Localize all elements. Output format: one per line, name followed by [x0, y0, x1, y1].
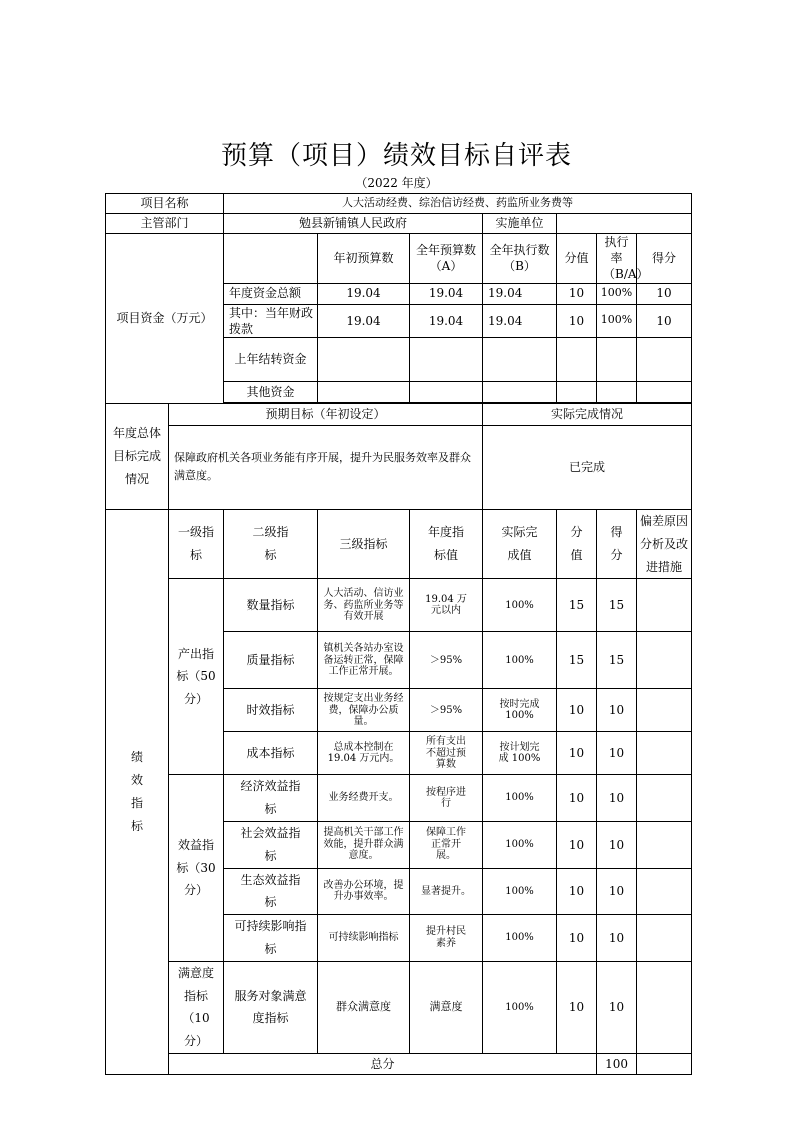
perf-level3: 改善办公环境，提升办事效率。 — [318, 868, 410, 915]
perf-target: 19.04 万元以内 — [410, 579, 483, 632]
funds-header-2: 全年执行数（B） — [483, 234, 557, 284]
project-name-value: 人大活动经费、综治信访经费、药监所业务费等 — [224, 194, 692, 214]
funds-row-label: 其中：当年财政拨款 — [224, 304, 318, 337]
funds-cell: 19.04 — [410, 283, 483, 304]
funds-cell — [557, 381, 597, 402]
perf-actual: 按计划完成 100% — [483, 732, 557, 775]
perf-level1: 产出指标（50分） — [169, 579, 224, 775]
funds-cell: 10 — [637, 283, 692, 304]
perf-level3: 总成本控制在 19.04 万元内。 — [318, 732, 410, 775]
funds-cell: 19.04 — [483, 304, 557, 337]
perf-got: 15 — [597, 579, 637, 632]
funds-cell — [597, 381, 637, 402]
funds-cell: 19.04 — [410, 304, 483, 337]
total-got — [637, 1053, 692, 1074]
perf-actual: 按时完成 100% — [483, 689, 557, 732]
perf-target: ＞95% — [410, 632, 483, 689]
perf-got: 10 — [597, 732, 637, 775]
funds-cell — [557, 337, 597, 381]
perf-level3: 按规定支出业务经费，保障办公质量。 — [318, 689, 410, 732]
perf-note — [637, 821, 692, 868]
dept-label: 主管部门 — [106, 214, 224, 234]
perf-target: 所有支出不超过预算数 — [410, 732, 483, 775]
funds-header-4: 执行率（B/A） — [597, 234, 637, 284]
perf-level2: 生态效益指标 — [224, 868, 318, 915]
funds-cell: 10 — [637, 304, 692, 337]
perf-score: 15 — [557, 632, 597, 689]
perf-level2: 可持续影响指标 — [224, 915, 318, 962]
perf-header: 偏差原因分析及改进措施 — [637, 509, 692, 578]
perf-got: 10 — [597, 821, 637, 868]
perf-target: 保障工作正常开展。 — [410, 821, 483, 868]
perf-level2: 成本指标 — [224, 732, 318, 775]
funds-cell — [597, 337, 637, 381]
goals-label: 年度总体目标完成情况 — [106, 403, 169, 509]
goals-expected-text: 保障政府机关各项业务能有序开展，提升为民服务效率及群众满意度。 — [169, 425, 483, 509]
funds-row-label: 其他资金 — [224, 381, 318, 402]
perf-note — [637, 632, 692, 689]
funds-row-label: 上年结转资金 — [224, 337, 318, 381]
perf-level3: 镇机关各站办室设备运转正常，保障工作正常开展。 — [318, 632, 410, 689]
project-name-label: 项目名称 — [106, 194, 224, 214]
perf-level3: 人大活动、信访业务、药监所业务等有效开展 — [318, 579, 410, 632]
funds-cell: 19.04 — [318, 283, 410, 304]
perf-level3: 可持续影响指标 — [318, 915, 410, 962]
goals-actual-text: 已完成 — [483, 425, 692, 509]
perf-score: 10 — [557, 821, 597, 868]
perf-label: 绩效指标 — [106, 509, 169, 1074]
perf-row — [106, 775, 692, 822]
funds-cell: 19.04 — [318, 304, 410, 337]
funds-header-3: 分值 — [557, 234, 597, 284]
total-row — [106, 1053, 692, 1074]
funds-header-blank — [224, 234, 318, 284]
perf-level2: 质量指标 — [224, 632, 318, 689]
total-score: 100 — [597, 1053, 637, 1074]
perf-note — [637, 868, 692, 915]
perf-note — [637, 775, 692, 822]
goals-actual-header: 实际完成情况 — [483, 403, 692, 425]
evaluation-table — [105, 193, 692, 1075]
perf-note — [637, 689, 692, 732]
perf-score: 10 — [557, 689, 597, 732]
goals-expected-header: 预期目标（年初设定） — [169, 403, 483, 425]
unit-value — [557, 214, 692, 234]
perf-note — [637, 732, 692, 775]
perf-level2: 社会效益指标 — [224, 821, 318, 868]
perf-level2: 经济效益指标 — [224, 775, 318, 822]
perf-target: 提升村民素养 — [410, 915, 483, 962]
perf-header: 一级指标 — [169, 509, 224, 578]
perf-score: 10 — [557, 868, 597, 915]
perf-header: 分值 — [557, 509, 597, 578]
total-label: 总分 — [169, 1053, 597, 1074]
perf-row — [106, 961, 692, 1053]
funds-cell — [483, 337, 557, 381]
perf-note — [637, 579, 692, 632]
perf-actual: 100% — [483, 821, 557, 868]
perf-got: 10 — [597, 915, 637, 962]
perf-note — [637, 961, 692, 1053]
perf-actual: 100% — [483, 915, 557, 962]
perf-actual: 100% — [483, 579, 557, 632]
funds-header-0: 年初预算数 — [318, 234, 410, 284]
perf-level2: 服务对象满意度指标 — [224, 961, 318, 1053]
funds-header-5: 得分 — [637, 234, 692, 284]
funds-cell — [410, 381, 483, 402]
perf-score: 10 — [557, 915, 597, 962]
funds-row-label: 年度资金总额 — [224, 283, 318, 304]
perf-level1: 满意度指标（10分） — [169, 961, 224, 1053]
perf-score: 15 — [557, 579, 597, 632]
perf-got: 15 — [597, 632, 637, 689]
funds-label: 项目资金（万元） — [106, 234, 224, 404]
dept-value: 勉县新铺镇人民政府 — [224, 214, 483, 234]
perf-header-row — [106, 509, 692, 578]
perf-row — [106, 579, 692, 632]
funds-header-row — [106, 234, 692, 284]
perf-header: 二级指标 — [224, 509, 318, 578]
page-title: 预算（项目）绩效目标自评表 — [220, 141, 572, 171]
funds-cell — [637, 337, 692, 381]
unit-label: 实施单位 — [483, 214, 557, 234]
perf-score: 10 — [557, 775, 597, 822]
perf-got: 10 — [597, 868, 637, 915]
perf-level1: 效益指标（30分） — [169, 775, 224, 961]
perf-actual: 100% — [483, 868, 557, 915]
goals-content-row — [106, 425, 692, 509]
funds-cell — [410, 337, 483, 381]
perf-header: 三级指标 — [318, 509, 410, 578]
perf-score: 10 — [557, 732, 597, 775]
perf-note — [637, 915, 692, 962]
perf-got: 10 — [597, 961, 637, 1053]
year-label: （2022 年度） — [355, 176, 438, 190]
perf-level2: 数量指标 — [224, 579, 318, 632]
perf-actual: 100% — [483, 961, 557, 1053]
perf-target: ＞95% — [410, 689, 483, 732]
funds-cell: 100% — [597, 304, 637, 337]
project-name-row — [106, 194, 692, 214]
perf-got: 10 — [597, 689, 637, 732]
funds-cell: 19.04 — [483, 283, 557, 304]
perf-target: 按程序进行 — [410, 775, 483, 822]
perf-level3: 业务经费开支。 — [318, 775, 410, 822]
perf-score: 10 — [557, 961, 597, 1053]
funds-cell — [318, 381, 410, 402]
funds-header-1: 全年预算数（A） — [410, 234, 483, 284]
perf-level2: 时效指标 — [224, 689, 318, 732]
perf-header: 实际完成值 — [483, 509, 557, 578]
funds-cell — [637, 381, 692, 402]
perf-actual: 100% — [483, 632, 557, 689]
perf-target: 满意度 — [410, 961, 483, 1053]
funds-cell: 10 — [557, 283, 597, 304]
perf-header: 年度指标值 — [410, 509, 483, 578]
funds-cell — [318, 337, 410, 381]
funds-cell — [483, 381, 557, 402]
goals-header-row — [106, 403, 692, 425]
funds-cell: 10 — [557, 304, 597, 337]
perf-level3: 提高机关干部工作效能，提升群众满意度。 — [318, 821, 410, 868]
perf-header: 得分 — [597, 509, 637, 578]
dept-row — [106, 214, 692, 234]
funds-cell: 100% — [597, 283, 637, 304]
perf-level3: 群众满意度 — [318, 961, 410, 1053]
perf-target: 显著提升。 — [410, 868, 483, 915]
perf-got: 10 — [597, 775, 637, 822]
perf-actual: 100% — [483, 775, 557, 822]
